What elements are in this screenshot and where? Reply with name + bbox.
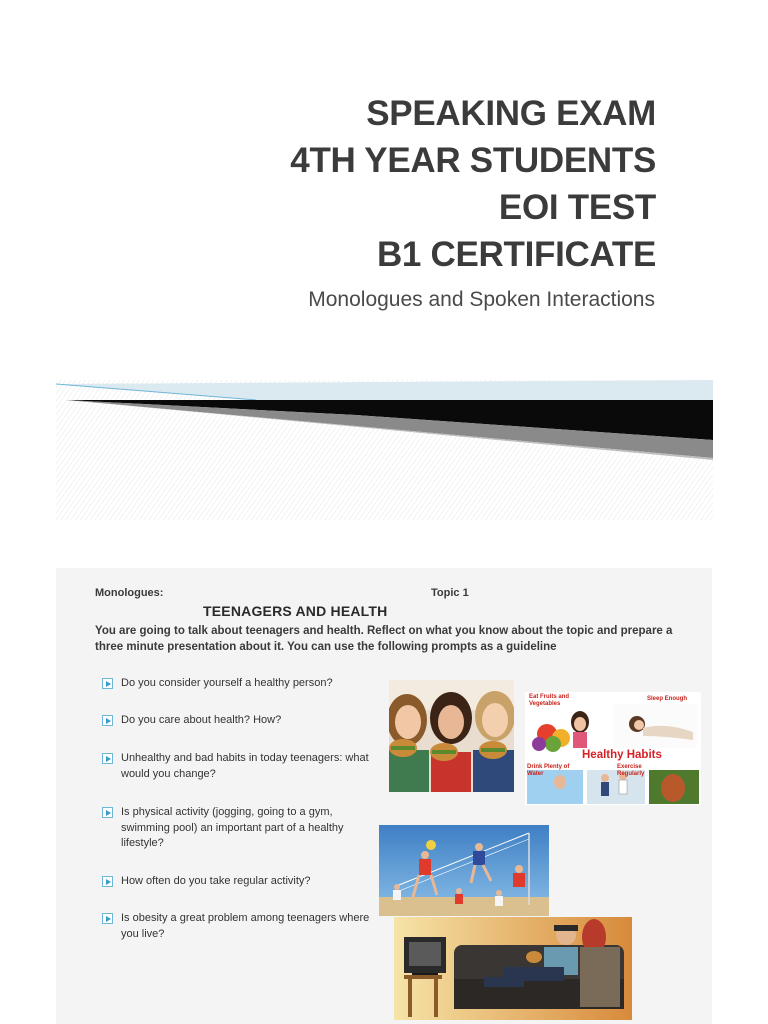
prompt-item [102,874,382,890]
arrow-bullet-icon [102,876,113,887]
prompt-item [102,805,382,852]
slide-title [176,90,656,278]
arrow-bullet-icon [102,715,113,726]
section-label: Monologues: [95,587,164,599]
habit-eat-label: Eat Fruits and Vegetables [529,694,570,707]
slide-subtitle: Monologues and Spoken Interactions [308,288,655,311]
prompt-text: Is obesity a great problem among teenagers where you live? [121,912,370,940]
prompt-text: How often do you take regular activity? [121,875,311,887]
prompt-text: Is physical activity (jogging, going to a gym, swimming pool) an important part of a healthy lifestyle? [121,806,344,849]
couch-teen-photo [394,917,632,1020]
title-line: EOI TEST [498,188,656,227]
decorative-band [56,380,713,520]
prompt-item [102,751,382,782]
topic-title: TEENAGERS AND HEALTH [203,603,388,619]
title-line: SPEAKING EXAM [366,94,656,133]
topic-number-label: Topic 1 [431,587,469,599]
title-line: 4TH YEAR STUDENTS [290,141,656,180]
arrow-bullet-icon [102,753,113,764]
prompt-item [102,911,382,942]
beach-volleyball-photo [379,825,549,916]
prompt-text: Do you consider yourself a healthy person? [121,677,333,689]
arrow-bullet-icon [102,807,113,818]
prompt-item [102,676,382,692]
habit-exercise-label: Exercise Regularly [617,764,645,777]
burger-girls-photo [389,680,514,792]
habit-drink-label: Drink Plenty of Water [527,764,570,777]
prompt-text: Do you care about health? How? [121,714,282,726]
title-line: B1 CERTIFICATE [376,235,656,274]
healthy-habits-title: Healthy Habits [582,749,662,761]
prompt-text: Unhealthy and bad habits in today teenagers: what would you change? [121,752,369,780]
arrow-bullet-icon [102,678,113,689]
habit-sleep-label: Sleep Enough [647,696,688,702]
arrow-bullet-icon [102,913,113,924]
prompt-item [102,713,382,729]
topic-slide [56,568,712,1024]
healthy-habits-collage [525,692,701,805]
intro-paragraph: You are going to talk about teenagers and health. Reflect on what you know about the topic and prepare a three minute presentation about it. You can use the following prompts as a guideline [95,625,673,653]
